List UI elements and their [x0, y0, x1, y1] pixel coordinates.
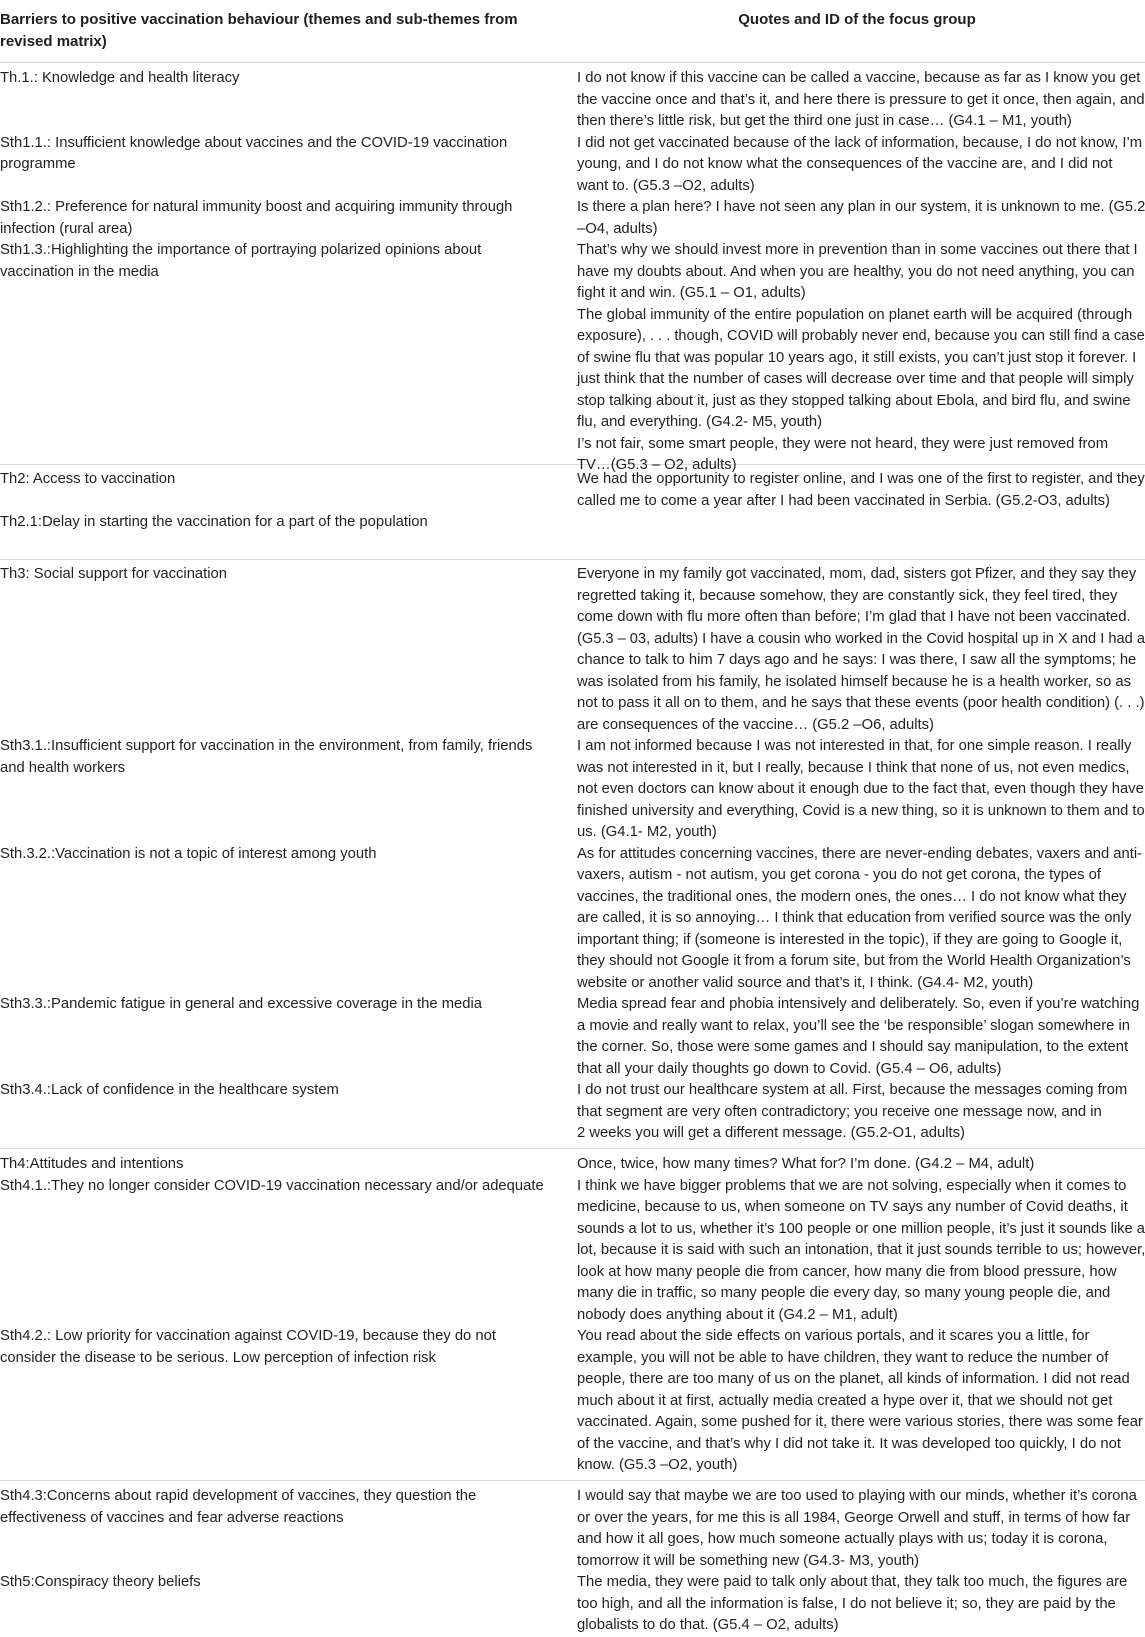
- quote-line: You read about the side effects on various portals, and it scares you a little, for: [577, 1328, 1090, 1344]
- quote-line: Everyone in my family got vaccinated, mom, dad, sisters got Pfizer, and they say they: [577, 566, 1137, 582]
- barrier-cell: [0, 1486, 560, 1594]
- quote-line: regretted taking it, because somehow, they are constantly sick, they feel tired, they: [577, 587, 1118, 604]
- quote-line: stop talking about it, just as they stopped talking about Ebola, and bird flu, and swine: [577, 392, 1131, 409]
- quote-line: website or another valid source and that’s it, I think. (G4.4- M2, youth): [577, 974, 1034, 991]
- quote-line: and how it all goes, how much someone actually plays with us; today it is corona,: [577, 1531, 1108, 1547]
- barrier-line: Sth4.1.:They no longer consider COVID-19 vaccination necessary and/or adequate: [0, 1177, 544, 1194]
- header-barriers-line: Barriers to positive vaccination behaviour (themes and sub-themes from: [0, 11, 518, 28]
- barrier-line: [0, 908, 560, 930]
- table-section: [0, 62, 1145, 473]
- table-section: [0, 1148, 1145, 1481]
- quote-cell: [577, 1154, 1145, 1477]
- barrier-line: [0, 822, 560, 844]
- barrier-line: Sth.3.2.:Vaccination is not a topic of interest among youth: [0, 845, 377, 862]
- barrier-line: [0, 90, 560, 112]
- barrier-line: Sth3.3.:Pandemic fatigue in general and excessive coverage in the media: [0, 996, 483, 1012]
- quote-line: was isolated from his family, he isolated himself because he is a health worker, so as: [577, 673, 1132, 690]
- quote-line: fight it and win. (G5.1 – O1, adults): [577, 285, 806, 301]
- barrier-line: [0, 1016, 560, 1038]
- barrier-line: vaccination in the media: [0, 263, 159, 280]
- quote-line: (G5.3 – 03, adults) I have a cousin who worked in the Covid hospital up in X and I had a: [577, 630, 1145, 647]
- quote-line: nobody does anything about it (G4.2 – M1, adult): [577, 1306, 898, 1323]
- barrier-line: Th2: Access to vaccination: [0, 471, 176, 487]
- barrier-line: and health workers: [0, 759, 126, 776]
- quote-line: I think we have bigger problems that we are not solving, especially when it comes to: [577, 1177, 1127, 1194]
- quote-cell: [577, 469, 1145, 512]
- barrier-line: [0, 586, 560, 608]
- barrier-line: Th2.1:Delay in starting the vaccination for a part of the population: [0, 514, 428, 530]
- table-header: [0, 0, 1145, 63]
- barrier-line: Sth4.3:Concerns about rapid development of vaccines, they question the: [0, 1488, 477, 1504]
- quote-line: us. (G4.1- M2, youth): [577, 824, 717, 840]
- quote-line: much about it at first, actually media created a hype over it, that we should not get: [577, 1392, 1113, 1409]
- barrier-line: Sth3.4.:Lack of confidence in the healthcare system: [0, 1082, 339, 1098]
- quote-line: globalists to do that. (G5.4 – O2, adults): [577, 1617, 839, 1633]
- quote-line: medicine, because to us, when someone on TV says any number of Covid deaths, it: [577, 1199, 1128, 1215]
- barrier-line: Th4:Attitudes and intentions: [0, 1156, 184, 1172]
- barrier-line: [0, 607, 560, 629]
- barrier-line: [0, 693, 560, 715]
- quote-line: chance to talk to him 7 days ago and he says: I was there, I saw all the symptoms; he: [577, 652, 1137, 668]
- quote-line: I’s not fair, some smart people, they were not heard, they were just removed from: [577, 435, 1109, 452]
- quote-line: vaccinated. Again, some pushed for it, there were various stories, there was some fear: [577, 1414, 1143, 1430]
- barrier-line: Sth1.1.: Insufficient knowledge about vaccines and the COVID-19 vaccination: [0, 134, 508, 151]
- quote-line: –O4, adults): [577, 220, 658, 237]
- quote-line: example, you will not be able to have children, they want to reduce the number of: [577, 1349, 1109, 1366]
- quote-line: As for attitudes concerning vaccines, there are never-ending debates, vaxers and anti-: [577, 845, 1143, 862]
- quote-line: of the vaccine, and that’s why I did not take it. It was developed too quickly, I do not: [577, 1435, 1121, 1452]
- quote-cell: [577, 68, 1145, 477]
- barrier-line: [0, 111, 560, 133]
- header-quotes: Quotes and ID of the focus group: [738, 11, 976, 28]
- barrier-cell: [0, 68, 560, 283]
- barrier-line: [0, 1059, 560, 1081]
- quote-line: called me to come a year after I had been vaccinated in Serbia. (G5.2-O3, adults): [577, 492, 1110, 509]
- quote-line: That’s why we should invest more in prevention than in some vaccines out there that I: [577, 242, 1138, 258]
- barrier-line: [0, 1305, 560, 1327]
- barrier-line: Sth1.3.:Highlighting the importance of portraying polarized opinions about: [0, 242, 482, 258]
- barrier-cell: [0, 564, 560, 1102]
- barrier-line: [0, 491, 560, 513]
- quote-line: are called, it is so annoying… I think that education from verified source was the only: [577, 910, 1132, 926]
- barrier-line: [0, 801, 560, 823]
- quote-line: the corner. So, those were some games and I should say manipulation, to the extent: [577, 1039, 1129, 1055]
- quote-line: flu, and everything. (G4.2- M5, youth): [577, 414, 823, 430]
- barrier-line: [0, 1262, 560, 1284]
- quote-line: Media spread fear and phobia intensively and deliberately. So, even if you’re watching: [577, 996, 1140, 1012]
- quote-line: sounds a lot to us, whether it’s 100 people or one million people, it’s just it sounds like a: [577, 1220, 1145, 1237]
- barrier-cell: [0, 469, 560, 534]
- quote-line: vaccines, the traditional ones, the modern ones, the ones… I do not know what they: [577, 888, 1127, 905]
- header-barriers-line: revised matrix): [0, 32, 107, 50]
- table-section: [0, 559, 1145, 1149]
- barrier-line: Sth1.2.: Preference for natural immunity boost and acquiring immunity through: [0, 199, 513, 215]
- barrier-line: [0, 779, 560, 801]
- quote-line: come down with flu more often than before; I’m glad that I have not been vaccinated.: [577, 609, 1131, 625]
- quote-line: tomorrow it will be something new (G4.3- M3, youth): [577, 1552, 920, 1569]
- quote-cell: [577, 1486, 1145, 1637]
- quote-line: too high, and all the information is false, I do not believe it; so, they are paid by the: [577, 1595, 1116, 1612]
- quote-line: We had the opportunity to register online, and I was one of the first to register, and they: [577, 471, 1145, 487]
- quote-line: 2 weeks you will get a different message. (G5.2-O1, adults): [577, 1125, 965, 1141]
- quote-line: just think that the number of cases will decrease over time and that people will simply: [577, 371, 1134, 387]
- quote-line: TV…(G5.3 – O2, adults): [577, 457, 737, 473]
- quote-line: people, there are too many of us on the planet, all kinds of information. I did not read: [577, 1371, 1130, 1387]
- quote-line: want to. (G5.3 –O2, adults): [577, 177, 755, 194]
- quote-line: a movie and really want to relax, you’ll see the ‘be responsible’ slogan somewhere in: [577, 1017, 1130, 1034]
- barrier-line: [0, 629, 560, 651]
- barrier-line: Sth4.2.: Low priority for vaccination against COVID-19, because they do not: [0, 1328, 496, 1344]
- quote-line: important thing; if (someone is interested in the topic), if they are going to Google it,: [577, 931, 1123, 948]
- barrier-cell: [0, 1154, 560, 1369]
- barrier-line: Th3: Social support for vaccination: [0, 566, 228, 582]
- quote-line: Is there a plan here? I have not seen any plan in our system, it is unknown to me. (G5.2: [577, 199, 1145, 215]
- quote-line: The global immunity of the entire population on planet earth will be acquired (through: [577, 306, 1133, 323]
- quote-line: not to pass it all on to them, and he says that these events (poor health condition) (. . .): [577, 695, 1145, 711]
- quote-line: Once, twice, how many times? What for? I’m done. (G4.2 – M4, adult): [577, 1156, 1035, 1172]
- barrier-line: [0, 1037, 560, 1059]
- quote-line: then there’s little risk, but get the third one just in case… (G4.1 – M1, youth): [577, 113, 1072, 129]
- barrier-line: [0, 1529, 560, 1551]
- barrier-line: infection (rural area): [0, 220, 133, 237]
- barrier-line: [0, 865, 560, 887]
- barrier-line: [0, 715, 560, 737]
- quote-line: The media, they were paid to talk only about that, they talk too much, the figures are: [577, 1574, 1128, 1590]
- quote-line: lot, because it is said with such an intonation, that it just sounds terrible to us; however,: [577, 1242, 1145, 1258]
- quote-line: I am not informed because I was not interested in that, for one simple reason. I really: [577, 738, 1132, 754]
- barrier-line: [0, 1219, 560, 1241]
- barrier-line: Th.1.: Knowledge and health literacy: [0, 70, 240, 86]
- quote-line: or over the years, for me this is all 1984, George Orwell and stuff, in terms of how far: [577, 1509, 1131, 1526]
- quote-line: finished university and everything, Covid is a new thing, so it is unknown to them and to: [577, 802, 1145, 819]
- barrier-line: consider the disease to be serious. Low perception of infection risk: [0, 1349, 436, 1366]
- quote-line: are consequences of the vaccine… (G5.2 –O6, adults): [577, 716, 934, 733]
- quote-line: know. (G5.3 –O2, youth): [577, 1457, 738, 1473]
- barrier-line: effectiveness of vaccines and fear adverse reactions: [0, 1509, 344, 1526]
- barrier-line: [0, 951, 560, 973]
- barrier-line: [0, 887, 560, 909]
- quote-line: I would say that maybe we are too used to playing with our minds, whether it’s corona: [577, 1488, 1137, 1504]
- barrier-line: [0, 672, 560, 694]
- quote-line: have my doubts about. And when you are healthy, you do not need anything, you can: [577, 263, 1135, 280]
- quote-cell: [577, 564, 1145, 1145]
- quote-line: young, and I do not know what the consequences of the vaccine are, and I did not: [577, 156, 1113, 172]
- barrier-line: [0, 176, 560, 198]
- header-barriers: [0, 9, 560, 52]
- barrier-line: [0, 1551, 560, 1573]
- barrier-line: Sth3.1.:Insufficient support for vaccination in the environment, from family, friends: [0, 738, 533, 754]
- quote-line: that segment are very often contradictory; you receive one message now, and in: [577, 1103, 1102, 1120]
- barrier-line: [0, 1197, 560, 1219]
- quote-line: the vaccine once and that’s it, and here there is pressure to get it once, then again, and: [577, 91, 1145, 108]
- barrier-line: Sth5:Conspiracy theory beliefs: [0, 1574, 201, 1590]
- quote-line: vaxers, autism - not autism, you get corona - you do not get corona, the types of: [577, 867, 1101, 883]
- quote-line: of swine flu that was popular 10 years ago, it still exists, you can’t just stop it forever. I: [577, 349, 1137, 366]
- barrier-line: [0, 930, 560, 952]
- table-section: [0, 464, 1145, 560]
- quote-line: I did not get vaccinated because of the lack of information, because, I do not know, I’m: [577, 134, 1143, 151]
- quote-line: I do not know if this vaccine can be called a vaccine, because as far as I know you get: [577, 70, 1141, 86]
- quote-line: I do not trust our healthcare system at all. First, because the messages coming from: [577, 1082, 1128, 1098]
- quote-line: look at how many people die from cancer, how many die from blood pressure, how: [577, 1263, 1117, 1280]
- quote-line: was not interested in it, but I really, because I think that none of us, not even medics,: [577, 759, 1130, 776]
- quote-line: that all your daily thoughts go down to Covid. (G5.4 – O6, adults): [577, 1060, 1002, 1077]
- barrier-line: [0, 650, 560, 672]
- barrier-line: [0, 1283, 560, 1305]
- quote-line: they should not Google it from a forum site, but from the World Health Organization’s: [577, 953, 1131, 969]
- barrier-line: programme: [0, 156, 76, 172]
- quote-line: exposure), . . . though, COVID will probably never end, because you can still find a case: [577, 328, 1145, 344]
- barrier-line: [0, 1240, 560, 1262]
- table-section: [0, 1480, 1145, 1633]
- quote-line: not even doctors can know about it enough due to the fact that, even though they have: [577, 781, 1144, 797]
- quote-line: many die in traffic, so many people die every day, so many young people die, and: [577, 1285, 1111, 1301]
- barrier-line: [0, 973, 560, 995]
